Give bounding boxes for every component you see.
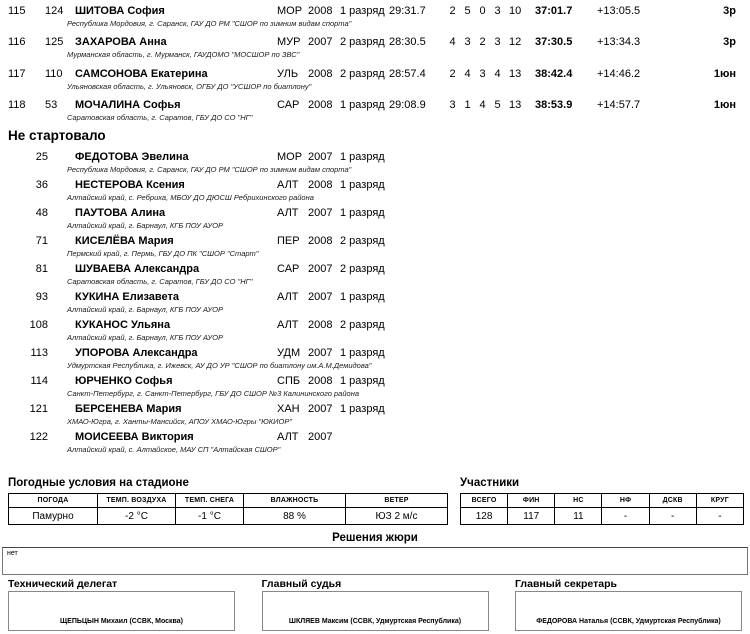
region-cell: УЛЬ: [277, 67, 299, 80]
birth-year-cell: 2008: [308, 319, 333, 331]
jury-note: нет: [7, 550, 18, 557]
participants-section: [460, 477, 744, 525]
shooting-cell-4: 3: [494, 5, 501, 17]
dns-main-line: [0, 179, 750, 192]
official-block: [262, 579, 489, 631]
dns-row: [0, 403, 750, 431]
dns-row: [0, 235, 750, 263]
bib-cell: 124: [45, 5, 64, 17]
weather-header-cell: ВЛАЖНОСТЬ: [244, 494, 346, 508]
dns-row: [0, 151, 750, 179]
athlete-club: Саратовская область, г. Саратов, ГБУ ДО СО "НГ": [67, 112, 253, 122]
category-cell: 2 разряд: [340, 319, 385, 331]
shooting-cell-2: 3: [464, 36, 471, 49]
region-cell: УДМ: [277, 347, 301, 359]
participants-header-row: [461, 494, 744, 508]
region-cell: МОР: [277, 151, 303, 163]
dns-row: [0, 179, 750, 207]
weather-value-row: [9, 508, 448, 525]
dns-row: [0, 431, 750, 459]
official-name: ФЕДОРОВА Наталья (ССВК, Удмуртская Республика): [536, 618, 721, 625]
bib-cell: 81: [35, 263, 48, 275]
dns-main-line: [0, 235, 750, 248]
official-role: Главный секретарь: [515, 578, 617, 590]
achieved-rank-cell: 1юн: [713, 67, 736, 80]
participants-header-cell: ДСКВ: [649, 494, 696, 508]
total-misses-cell: 13: [509, 67, 522, 80]
category-cell: 1 разряд: [340, 151, 385, 163]
participants-value-cell: -: [602, 508, 649, 525]
shooting-cell-1: 2: [449, 67, 456, 80]
participants-header-cell: КРУГ: [696, 494, 743, 508]
region-cell: САР: [277, 263, 300, 275]
rank-cell: 115: [8, 5, 26, 17]
birth-year-cell: 2007: [308, 403, 333, 415]
result-main-line: [0, 68, 750, 81]
achieved-rank-cell: 3р: [723, 36, 736, 49]
shooting-cell-3: 3: [479, 67, 486, 80]
participants-value-cell: -: [649, 508, 696, 525]
dns-main-line: [0, 207, 750, 220]
official-role: Главный судья: [261, 578, 342, 590]
category-cell: 1 разряд: [340, 179, 385, 191]
athlete-name: ЗАХАРОВА Анна: [75, 36, 167, 49]
result-row: [0, 5, 750, 36]
athlete-club: Алтайский край, с. Алтайское, МАУ СП "Алтайская СШОР": [67, 445, 281, 454]
weather-value-cell: -2 °C: [98, 508, 176, 525]
jury-title: Решения жюри: [332, 532, 418, 544]
birth-year-cell: 2008: [308, 5, 333, 17]
region-cell: МУР: [277, 36, 301, 49]
category-cell: 2 разряд: [340, 67, 385, 80]
dns-row: [0, 263, 750, 291]
bib-cell: 93: [35, 291, 48, 303]
dns-main-line: [0, 319, 750, 332]
region-cell: АЛТ: [277, 319, 299, 331]
athlete-club: ХМАО-Югра, г. Ханты-Мансийск, АПОУ ХМАО-Югры "ЮКИОР": [67, 417, 293, 426]
athlete-name: КИСЕЛЁВА Мария: [75, 235, 174, 247]
category-cell: 2 разряд: [340, 235, 385, 247]
athlete-name: ЮРЧЕНКО Софья: [75, 375, 173, 387]
bib-cell: 53: [45, 98, 58, 111]
participants-value-cell: -: [696, 508, 743, 525]
weather-title: Погодные условия на стадионе: [8, 477, 189, 489]
weather-table: [8, 493, 448, 525]
category-cell: 2 разряд: [340, 263, 385, 275]
birth-year-cell: 2007: [308, 263, 333, 275]
bib-cell: 125: [45, 36, 64, 49]
achieved-rank-cell: 1юн: [713, 98, 736, 111]
region-cell: СПБ: [277, 375, 301, 387]
result-main-line: [0, 5, 750, 18]
results-rows: [0, 5, 750, 130]
athlete-name: САМСОНОВА Екатерина: [75, 67, 208, 80]
category-cell: 1 разряд: [340, 291, 385, 303]
region-cell: ХАН: [277, 403, 300, 415]
athlete-name: БЕРСЕНЕВА Мария: [75, 403, 182, 415]
bib-cell: 48: [35, 207, 48, 219]
athlete-name: ФЕДОТОВА Эвелина: [75, 151, 189, 163]
birth-year-cell: 2007: [308, 207, 333, 219]
result-main-line: [0, 36, 750, 49]
birth-year-cell: 2008: [308, 98, 333, 111]
athlete-club: Республика Мордовия, г. Саранск, ГАУ ДО РМ "СШОР по зимним видам спорта": [67, 19, 352, 28]
birth-year-cell: 2008: [308, 179, 333, 191]
region-cell: САР: [277, 98, 300, 111]
region-cell: ПЕР: [277, 235, 300, 247]
athlete-name: УПОРОВА Александра: [75, 347, 198, 359]
athlete-club: Алтайский край, с. Ребриха, МБОУ ДО ДЮСШ Ребрихинского района: [67, 193, 314, 202]
result-main-line: [0, 99, 750, 112]
athlete-club: Ульяновская область, г. Ульяновск, ОГБУ ДО "УСШОР по биатлону": [67, 81, 312, 91]
weather-value-cell: 88 %: [244, 508, 346, 525]
participants-title: Участники: [460, 477, 520, 489]
athlete-club: Алтайский край, г. Барнаул, КГБ ПОУ АУОР: [67, 305, 223, 314]
category-cell: 1 разряд: [340, 98, 385, 111]
officials-section: [8, 579, 742, 631]
athlete-name: КУКАНОС Ульяна: [75, 319, 171, 331]
birth-year-cell: 2008: [308, 375, 333, 387]
category-cell: 1 разряд: [340, 347, 385, 359]
dns-row: [0, 291, 750, 319]
athlete-name: МОЧАЛИНА Софья: [75, 98, 181, 111]
participants-header-cell: НФ: [602, 494, 649, 508]
birth-year-cell: 2007: [308, 151, 333, 163]
bib-cell: 121: [29, 403, 48, 415]
result-row: [0, 99, 750, 130]
bib-cell: 113: [30, 347, 48, 359]
shooting-cell-3: 2: [479, 36, 486, 49]
dns-main-line: [0, 263, 750, 276]
athlete-name: ШУВАЕВА Александра: [75, 263, 200, 275]
gap-cell: +13:05.5: [597, 5, 641, 17]
shooting-cell-1: 2: [449, 5, 456, 17]
official-block: [8, 579, 235, 631]
shooting-cell-3: 4: [479, 98, 486, 111]
ski-time-cell: 28:57.4: [389, 67, 426, 80]
total-time-cell: 37:01.7: [535, 5, 573, 17]
bib-cell: 108: [29, 319, 48, 331]
total-time-cell: 38:42.4: [535, 67, 573, 80]
shooting-cell-4: 3: [494, 36, 501, 49]
region-cell: АЛТ: [277, 179, 299, 191]
signature-box: [262, 591, 489, 631]
birth-year-cell: 2007: [308, 347, 333, 359]
region-cell: АЛТ: [277, 431, 299, 443]
birth-year-cell: 2007: [308, 36, 333, 49]
bib-cell: 71: [35, 235, 48, 247]
shooting-cell-3: 0: [479, 5, 486, 17]
total-misses-cell: 13: [509, 98, 522, 111]
weather-header-cell: ТЕМП. СНЕГА: [176, 494, 244, 508]
participants-header-cell: ФИН: [508, 494, 555, 508]
jury-section: [0, 532, 750, 575]
birth-year-cell: 2008: [308, 235, 333, 247]
ski-time-cell: 29:31.7: [389, 5, 426, 17]
dns-row: [0, 319, 750, 347]
result-row: [0, 68, 750, 99]
bib-cell: 110: [45, 67, 63, 80]
official-role: Технический делегат: [8, 578, 118, 590]
weather-header-cell: ВЕТЕР: [346, 494, 448, 508]
dns-main-line: [0, 403, 750, 416]
dns-rows: [0, 151, 750, 459]
total-time-cell: 37:30.5: [535, 36, 573, 49]
result-row: [0, 36, 750, 67]
shooting-cell-2: 5: [464, 5, 471, 17]
gap-cell: +14:57.7: [597, 98, 641, 111]
category-cell: 1 разряд: [340, 207, 385, 219]
athlete-club: Алтайский край, г. Барнаул, КГБ ПОУ АУОР: [67, 333, 223, 342]
athlete-club: Республика Мордовия, г. Саранск, ГАУ ДО РМ "СШОР по зимним видам спорта": [67, 165, 352, 174]
weather-value-cell: -1 °C: [176, 508, 244, 525]
dns-main-line: [0, 375, 750, 388]
dns-main-line: [0, 151, 750, 164]
participants-table: [460, 493, 744, 525]
shooting-cell-4: 5: [494, 98, 501, 111]
shooting-cell-4: 4: [494, 67, 501, 80]
official-name: ЩЕПЬЦЫН Михаил (ССВК, Москва): [60, 618, 183, 625]
category-cell: 1 разряд: [340, 403, 385, 415]
total-time-cell: 38:53.9: [535, 98, 573, 111]
athlete-name: НЕСТЕРОВА Ксения: [75, 179, 185, 191]
weather-value-cell: ЮЗ 2 м/с: [346, 508, 448, 525]
athlete-name: ПАУТОВА Алина: [75, 207, 166, 219]
gap-cell: +14:46.2: [597, 67, 641, 80]
birth-year-cell: 2007: [308, 431, 333, 443]
participants-value-cell: 11: [555, 508, 602, 525]
total-misses-cell: 10: [509, 5, 522, 17]
athlete-name: КУКИНА Елизавета: [75, 291, 180, 303]
jury-decisions-box: [2, 547, 748, 575]
bib-cell: 25: [35, 151, 48, 163]
athlete-club: Санкт-Петербург, г. Санкт-Петербург, ГБУ ДО СШОР №3 Калининского района: [67, 389, 359, 398]
signature-box: [8, 591, 235, 631]
athlete-club: Саратовская область, г. Саратов, ГБУ ДО СО "НГ": [67, 277, 253, 286]
weather-header-row: [9, 494, 448, 508]
participants-header-cell: НС: [555, 494, 602, 508]
dns-row: [0, 347, 750, 375]
participants-value-cell: 128: [461, 508, 508, 525]
dns-main-line: [0, 347, 750, 360]
dns-main-line: [0, 291, 750, 304]
shooting-cell-1: 4: [449, 36, 456, 49]
bib-cell: 122: [29, 431, 48, 443]
bib-cell: 36: [35, 179, 48, 191]
athlete-club: Удмуртская Республика, г. Ижевск, АУ ДО УР "СШОР по биатлону им.А.М.Демидова": [67, 361, 372, 370]
official-name: ШКЛЯЕВ Максим (ССВК, Удмуртская Республика): [288, 618, 462, 625]
ski-time-cell: 28:30.5: [389, 36, 426, 49]
region-cell: АЛТ: [277, 207, 299, 219]
shooting-cell-1: 3: [449, 98, 456, 111]
rank-cell: 117: [8, 67, 26, 80]
dns-main-line: [0, 431, 750, 444]
achieved-rank-cell: 3р: [723, 5, 736, 17]
gap-cell: +13:34.3: [597, 36, 641, 49]
weather-header-cell: ПОГОДА: [9, 494, 98, 508]
athlete-name: МОИСЕЕВА Виктория: [75, 431, 194, 443]
bib-cell: 114: [30, 375, 48, 387]
athlete-name: ШИТОВА София: [75, 5, 165, 17]
athlete-club: Алтайский край, г. Барнаул, КГБ ПОУ АУОР: [67, 221, 223, 230]
dns-section-title: Не стартовало: [8, 128, 106, 143]
birth-year-cell: 2008: [308, 67, 333, 80]
ski-time-cell: 29:08.9: [389, 98, 426, 111]
athlete-club: Пермский край, г. Пермь, ГБУ ДО ПК "СШОР "Старт": [67, 249, 259, 258]
total-misses-cell: 12: [509, 36, 522, 49]
weather-header-cell: ТЕМП. ВОЗДУХА: [98, 494, 176, 508]
rank-cell: 116: [8, 36, 26, 49]
weather-value-cell: Памурно: [9, 508, 98, 525]
shooting-cell-2: 4: [464, 67, 471, 80]
dns-row: [0, 207, 750, 235]
region-cell: АЛТ: [277, 291, 299, 303]
birth-year-cell: 2007: [308, 291, 333, 303]
category-cell: 1 разряд: [340, 5, 385, 17]
participants-header-cell: ВСЕГО: [461, 494, 508, 508]
participants-value-cell: 117: [508, 508, 555, 525]
official-block: [515, 579, 742, 631]
shooting-cell-2: 1: [464, 98, 471, 111]
athlete-club: Мурманская область, г. Мурманск, ГАУДОМО "МОСШОР по ЗВС": [67, 50, 300, 60]
dns-row: [0, 375, 750, 403]
category-cell: 1 разряд: [340, 375, 385, 387]
category-cell: 2 разряд: [340, 36, 385, 49]
signature-box: [515, 591, 742, 631]
region-cell: МОР: [277, 5, 303, 17]
rank-cell: 118: [8, 98, 26, 111]
weather-section: [8, 477, 448, 525]
participants-value-row: [461, 508, 744, 525]
